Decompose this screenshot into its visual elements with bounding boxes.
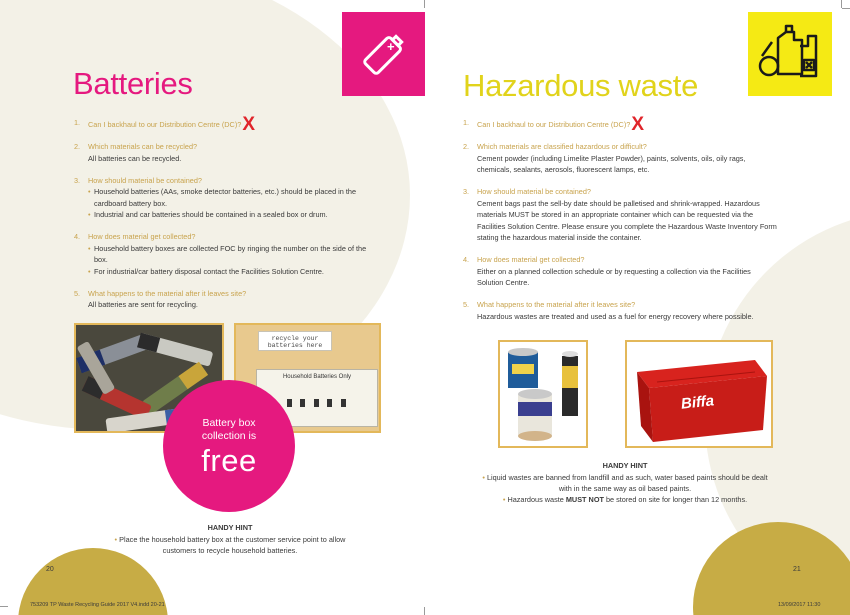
faq-item: [463, 186, 778, 244]
handy-hint-title: HANDY HINT: [602, 461, 648, 470]
faq-item: [463, 254, 778, 289]
red-cross-mark: X: [631, 114, 644, 135]
handy-hint: [480, 460, 770, 505]
faq-answer: Cement powder (including Limelite Plaster Powder), paints, solvents, oils, oily rags, chemicals, sealants, aerosols, fluorescent lamps, etc.: [477, 153, 746, 174]
faq-item: [74, 175, 374, 221]
faq-number: 1.: [463, 118, 470, 127]
faq-bullet: • For industrial/car battery disposal contact the Facilities Solution Centre.: [88, 266, 324, 276]
faq-answer: Hazardous wastes are treated and used as a fuel for energy recovery where possible.: [477, 311, 754, 321]
faq-answer: All batteries are sent for recycling.: [88, 300, 198, 309]
faq-bullet: • Industrial and car batteries should be contained in a sealed box or drum.: [88, 210, 328, 219]
faq-list: [463, 114, 778, 333]
faq-question: Which materials can be recycled?: [88, 142, 198, 151]
page-title: Batteries: [73, 66, 193, 101]
faq-bullet: • Household battery boxes are collected FOC by ringing the number on the side of the box.: [88, 243, 367, 264]
faq-question: What happens to the material after it leaves site?: [88, 288, 247, 298]
biffa-container-photo: [625, 340, 773, 448]
red-cross-mark: X: [242, 114, 255, 135]
faq-answer: Cement bags past the sell-by date should be palletised and shrink-wrapped. Hazardous materials MUST be stored in an appropriate container which can be requested via the Facilities Solution Centre. Please ensure you complete the Hazardous Waste Inventory Form stating the hazardous material inside the container.: [477, 198, 777, 242]
handy-hint-text: • Hazardous waste MUST NOT be stored on site for longer than 12 months.: [502, 495, 748, 504]
hazardous-icon-tile: [748, 12, 832, 96]
battery-box-label: Household Batteries Only: [282, 374, 352, 380]
battery-icon-tile: [342, 12, 425, 96]
battery-slots: [287, 394, 347, 404]
page-title: Hazardous waste: [463, 68, 699, 103]
paint-tins-photo: [498, 340, 588, 448]
faq-item: [463, 299, 778, 322]
faq-number: 3.: [74, 175, 81, 185]
faq-question: How does material get collected?: [88, 232, 196, 241]
faq-answer: All batteries can be recycled.: [88, 153, 182, 163]
faq-item: [74, 114, 374, 135]
page-number: 20: [46, 566, 54, 573]
faq-question: What happens to the material after it leaves site?: [477, 300, 636, 309]
page-number: 21: [793, 566, 801, 573]
biffa-logo: Biffa: [680, 392, 715, 413]
battery-icon: [356, 26, 412, 82]
faq-question: How should material be contained?: [477, 187, 591, 196]
faq-number: 5.: [463, 300, 470, 309]
handy-hint-text: • Liquid wastes are banned from landfill and as such, water based paints should be dealt with in the same way as oil based paints.: [482, 473, 768, 493]
faq-number: 4.: [463, 255, 470, 264]
faq-item: [463, 141, 778, 176]
recycle-sign: recycle your batteries here: [258, 331, 332, 351]
promo-free: free: [201, 443, 257, 478]
faq-bullet: • Household batteries (AAs, smoke detector batteries, etc.) should be placed in the cardboard battery box.: [88, 187, 357, 208]
hazardous-chemicals-icon: [756, 20, 824, 88]
promo-text: Battery box collection is: [201, 417, 257, 442]
faq-item: [74, 141, 374, 164]
faq-list: [74, 114, 374, 321]
faq-answer: Either on a planned collection schedule or by requesting a collection via the Facilities Solution Centre.: [477, 266, 751, 287]
faq-question: Can I backhaul to our Distribution Centre (DC)?: [477, 120, 631, 129]
paint-tins-illustration: [500, 342, 588, 448]
svg-text:+: +: [387, 39, 395, 54]
faq-item: [463, 114, 778, 135]
print-slug: 753209 TP Waste Recycling Guide 2017 V4.indd 20-21: [30, 602, 165, 608]
faq-number: 3.: [463, 187, 470, 196]
faq-number: 5.: [74, 288, 81, 298]
faq-question: How does material get collected?: [477, 255, 585, 264]
faq-item: [74, 231, 374, 277]
handy-hint: [98, 522, 362, 556]
faq-number: 2.: [74, 142, 81, 151]
faq-item: [74, 288, 374, 311]
print-date-slug: 13/09/2017 11:30: [778, 602, 821, 608]
handy-hint-text: • Place the household battery box at the customer service point to allow customers to recycle household batteries.: [114, 535, 346, 555]
right-page: [425, 0, 850, 615]
faq-question: How should material be contained?: [88, 175, 202, 185]
faq-question: Can I backhaul to our Distribution Centre (DC)?: [88, 120, 242, 129]
handy-hint-title: HANDY HINT: [207, 523, 253, 532]
faq-number: 1.: [74, 118, 81, 127]
faq-question: Which materials are classified hazardous or difficult?: [477, 142, 647, 151]
faq-number: 2.: [463, 142, 470, 151]
promo-circle: [163, 380, 295, 512]
faq-number: 4.: [74, 232, 81, 241]
